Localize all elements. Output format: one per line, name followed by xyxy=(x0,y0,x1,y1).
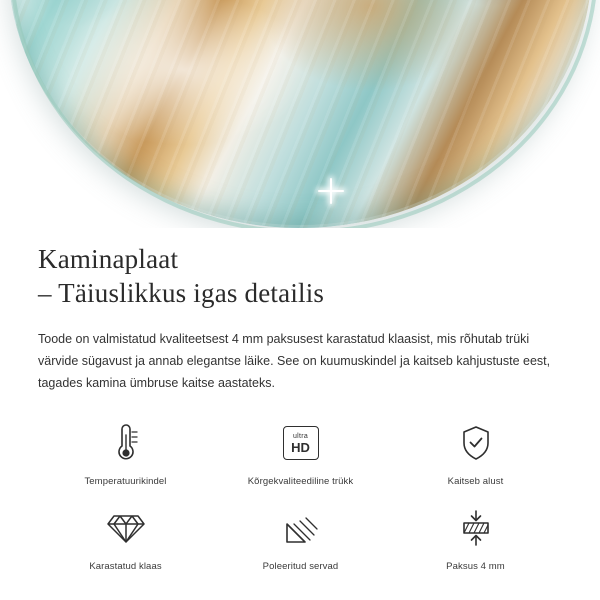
round-marble-fireplace-plate xyxy=(8,0,592,228)
ultra-hd-bottom-text: HD xyxy=(291,439,310,455)
ultra-hd-icon xyxy=(213,420,388,466)
feature-label: Kõrgekvaliteediline trükk xyxy=(247,476,354,487)
content-area xyxy=(0,228,600,572)
feature-item-protects-surface xyxy=(388,420,563,487)
feature-label: Kaitseb alust xyxy=(447,476,504,487)
headline-line-2: – Täiuslikkus igas detailis xyxy=(38,278,325,308)
feature-label: Karastatud klaas xyxy=(89,561,162,572)
shield-check-icon xyxy=(388,420,563,466)
feature-item-high-quality-print xyxy=(213,420,388,487)
feature-item-temperature-resistant xyxy=(38,420,213,487)
polished-edges-icon xyxy=(213,505,388,551)
hero-image-area xyxy=(0,0,600,228)
page-title xyxy=(38,228,562,310)
feature-label: Temperatuurikindel xyxy=(84,476,167,487)
feature-item-polished-edges xyxy=(213,505,388,572)
feature-item-tempered-glass xyxy=(38,505,213,572)
plate-rim xyxy=(8,0,592,228)
feature-item-thickness xyxy=(388,505,563,572)
feature-label: Paksus 4 mm xyxy=(446,561,505,572)
thickness-arrows-icon xyxy=(388,505,563,551)
product-description: Toode on valmistatud kvaliteetsest 4 mm paksusest karastatud klaasist, mis rõhutab trüki värvide sügavust ja annab elegantse läike. See on kuumuskindel ja kaitseb kahjustuste eest, tagades kamina ümbruse kaitse aastateks. xyxy=(38,332,551,390)
diamond-icon xyxy=(38,505,213,551)
thermometer-icon xyxy=(38,420,213,466)
feature-label: Poleeritud servad xyxy=(262,561,339,572)
ultra-hd-top-text: ultra xyxy=(292,432,309,440)
headline-line-1: Kaminaplaat xyxy=(38,244,179,274)
feature-grid xyxy=(38,420,562,572)
